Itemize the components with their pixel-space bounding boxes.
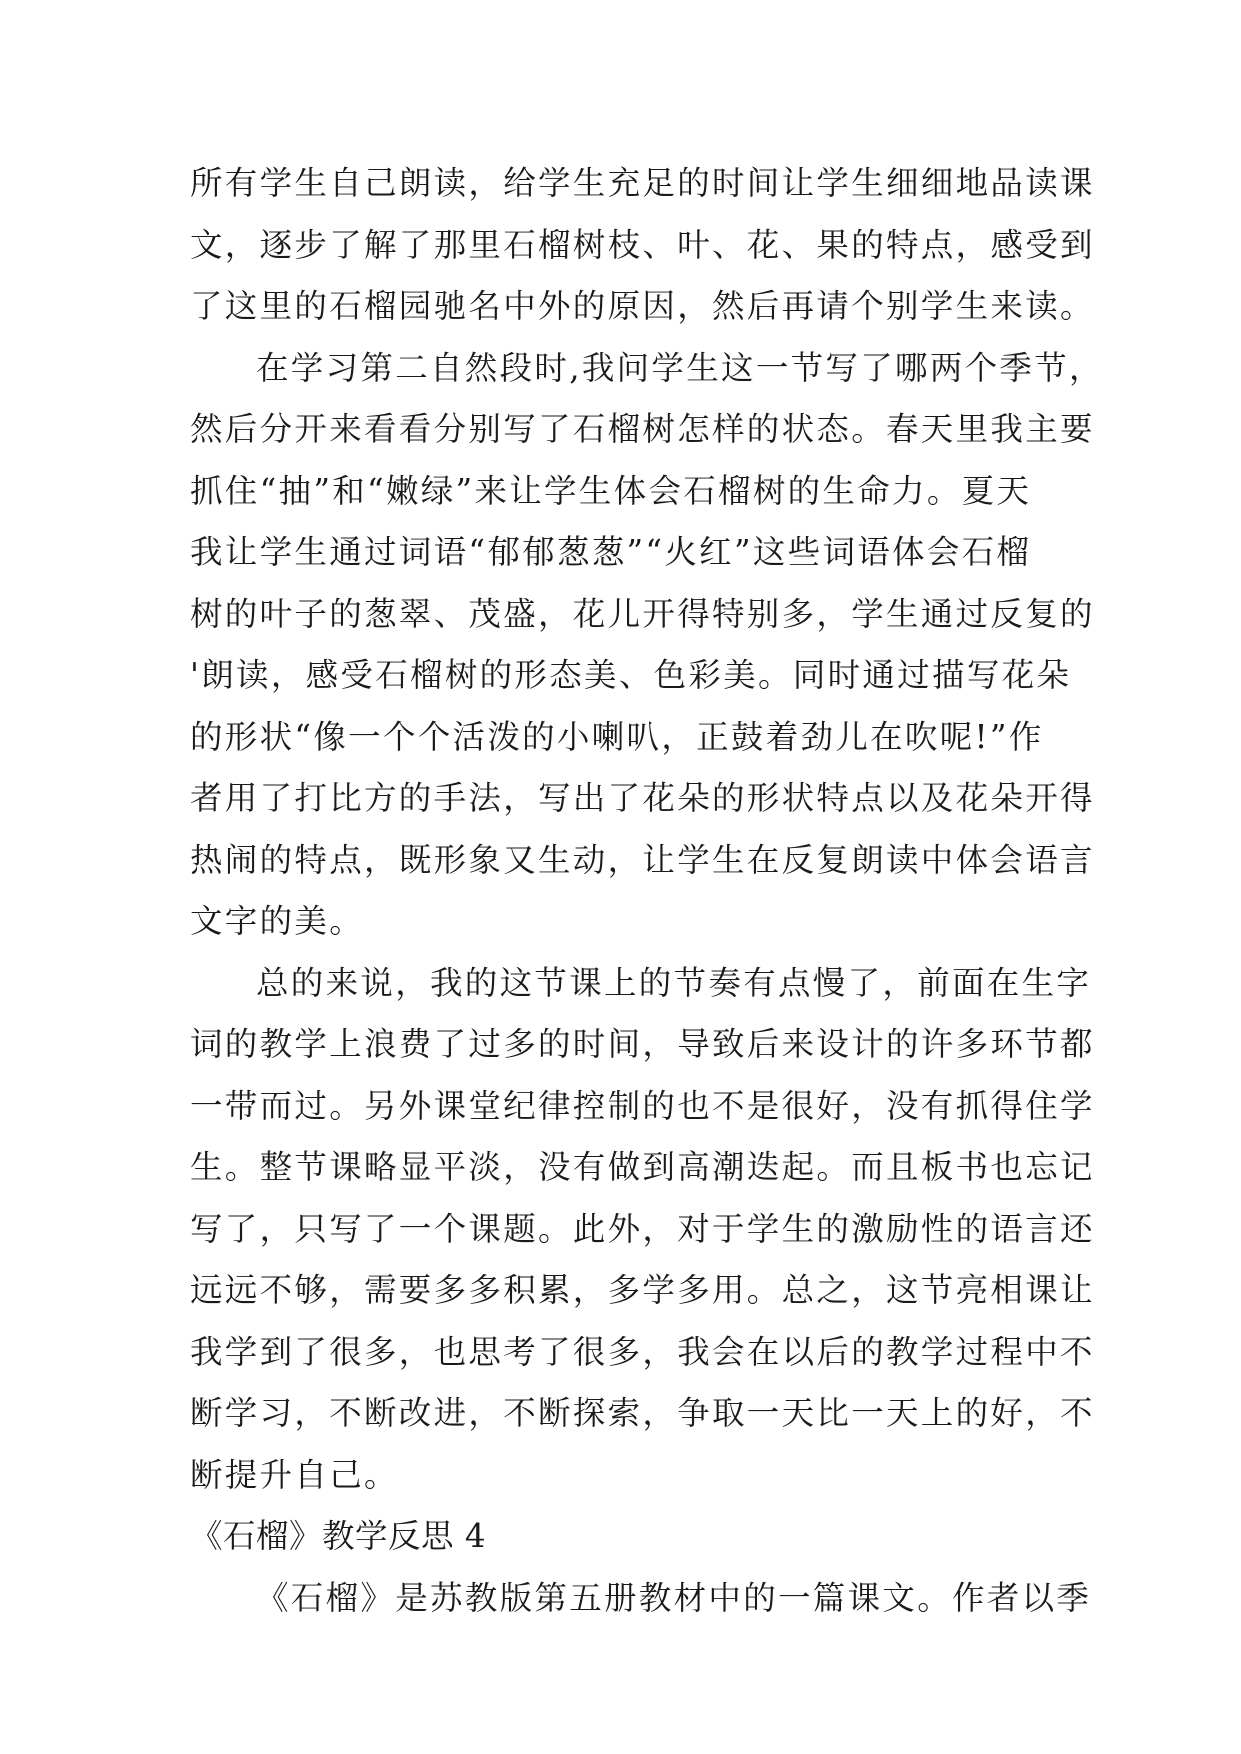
text-line: 断学习，不断改进，不断探索，争取一天比一天上的好，不 xyxy=(190,1394,1095,1432)
text-line: 所有学生自己朗读，给学生充足的时间让学生细细地品读课 xyxy=(190,164,1095,202)
paragraph-first-line: 《石榴》是苏教版第五册教材中的一篇课文。作者以季 xyxy=(256,1578,1092,1617)
text-line: 我让学生通过词语“郁郁葱葱”“火红”这些词语体会石榴 xyxy=(190,533,1032,571)
text-line: 者用了打比方的手法，写出了花朵的形状特点以及花朵开得 xyxy=(190,779,1095,817)
text-line: 远远不够，需要多多积累，多学多用。总之，这节亮相课让 xyxy=(190,1271,1095,1309)
text-line: 写了，只写了一个课题。此外，对于学生的激励性的语言还 xyxy=(190,1209,1095,1248)
paragraph-first-line: 总的来说，我的这节课上的节奏有点慢了，前面在生字 xyxy=(256,963,1092,1002)
paragraph-first-line: 在学习第二自然段时,我问学生这一节写了哪两个季节， xyxy=(256,348,1104,387)
text-line: 的形状“像一个个活泼的小喇叭，正鼓着劲儿在吹呢!”作 xyxy=(190,717,1044,756)
section-heading: 《石榴》教学反思 4 xyxy=(190,1517,487,1555)
text-line: 然后分开来看看分别写了石榴树怎样的状态。春天里我主要 xyxy=(190,410,1095,448)
text-line: 文字的美。 xyxy=(190,902,365,940)
text-line: '朗读，感受石榴树的形态美、色彩美。同时通过描写花朵 xyxy=(190,656,1072,694)
text-line: 了这里的石榴园驰名中外的原因，然后再请个别学生来读。 xyxy=(190,287,1095,325)
text-line: 我学到了很多，也思考了很多，我会在以后的教学过程中不 xyxy=(190,1332,1095,1371)
document-body xyxy=(190,153,1104,1629)
text-line: 断提升自己。 xyxy=(190,1455,399,1494)
text-line: 文，逐步了解了那里石榴树枝、叶、花、果的特点，感受到 xyxy=(190,225,1095,264)
text-line: 一带而过。另外课堂纪律控制的也不是很好，没有抓得住学 xyxy=(190,1086,1095,1125)
text-line: 生。整节课略显平淡，没有做到高潮迭起。而且板书也忘记 xyxy=(190,1148,1095,1186)
text-line: 热闹的特点，既形象又生动，让学生在反复朗读中体会语言 xyxy=(190,840,1095,879)
text-line: 词的教学上浪费了过多的时间，导致后来设计的许多环节都 xyxy=(190,1025,1095,1063)
text-line: 抓住“抽”和“嫩绿”来让学生体会石榴树的生命力。夏天 xyxy=(190,471,1032,510)
text-line: 树的叶子的葱翠、茂盛，花儿开得特别多，学生通过反复的 xyxy=(190,594,1095,633)
